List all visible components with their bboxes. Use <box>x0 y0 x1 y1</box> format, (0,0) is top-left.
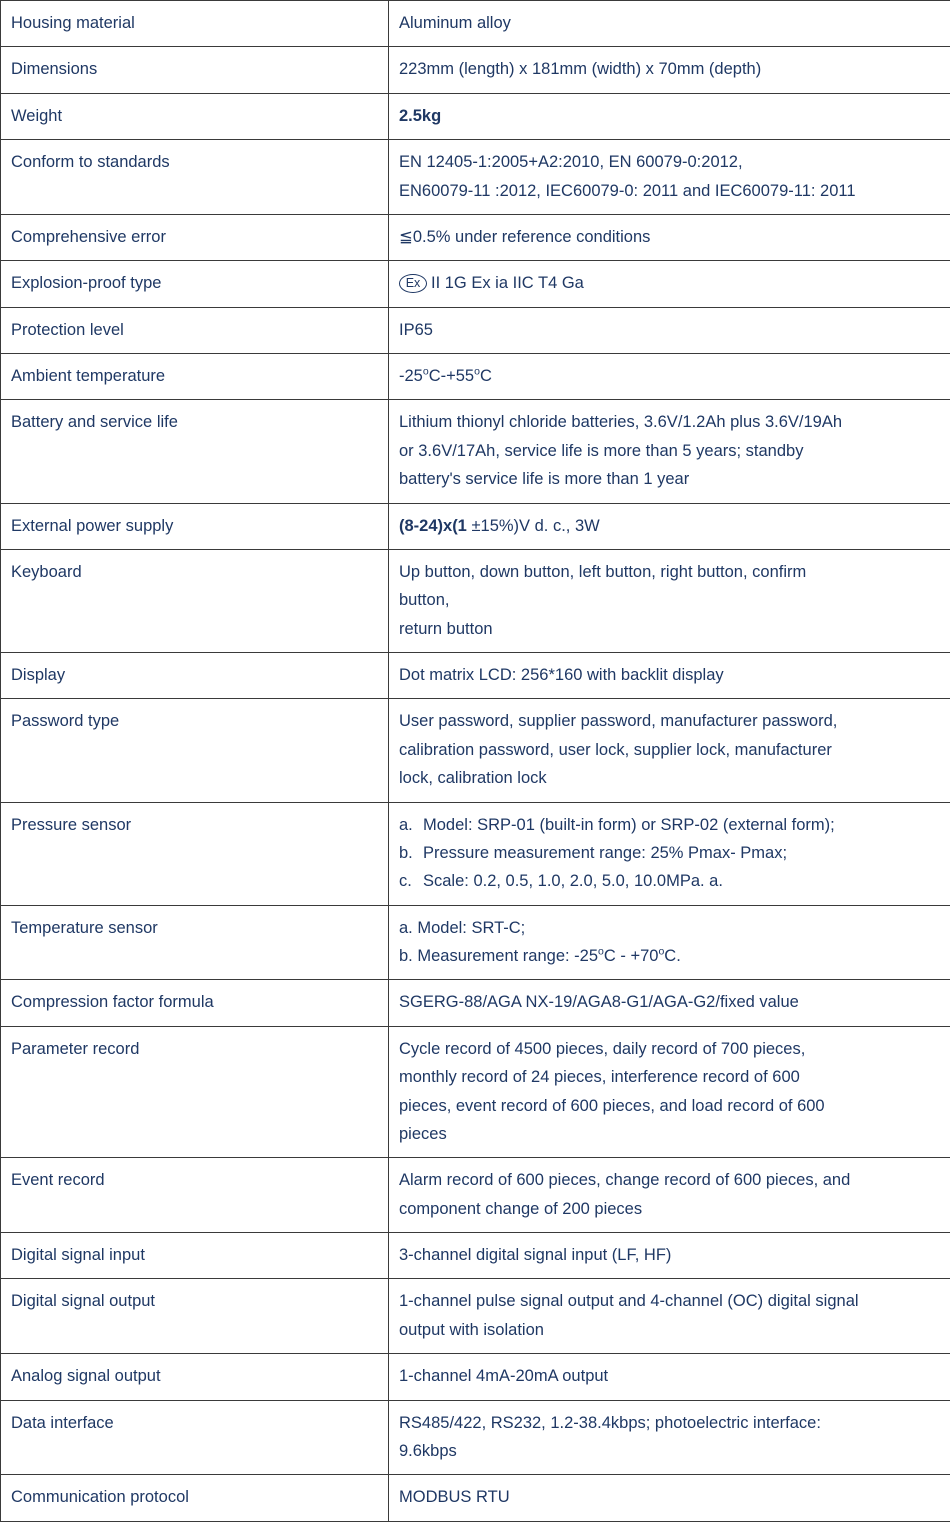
spec-value <box>389 1158 950 1233</box>
table-body <box>1 1 950 1522</box>
spec-value-line: pieces <box>399 1120 950 1148</box>
table-row <box>1 653 950 699</box>
spec-value-line: Cycle record of 4500 pieces, daily record of 700 pieces, <box>399 1035 950 1063</box>
spec-label: Event record <box>1 1158 389 1233</box>
list-marker: b. <box>399 839 423 867</box>
spec-value <box>389 1400 950 1475</box>
spec-value-line: a. Model: SRT-C; <box>399 914 950 942</box>
degree-mark: o <box>423 366 429 378</box>
spec-value-line: EN60079-11 :2012, IEC60079-0: 2011 and IEC60079-11: 2011 <box>399 177 950 205</box>
spec-label: Pressure sensor <box>1 802 389 905</box>
spec-value-line: 3-channel digital signal input (LF, HF) <box>399 1241 950 1269</box>
spec-value <box>389 1475 950 1521</box>
degree-mark: o <box>658 946 664 958</box>
spec-label: Explosion-proof type <box>1 261 389 307</box>
spec-value <box>389 214 950 260</box>
list-item <box>399 867 950 895</box>
spec-value-line: 1-channel 4mA-20mA output <box>399 1362 950 1390</box>
spec-label: Keyboard <box>1 549 389 652</box>
spec-value-line: (8-24)x(1 ±15%)V d. c., 3W <box>399 512 950 540</box>
spec-value-line: calibration password, user lock, supplier lock, manufacturer <box>399 736 950 764</box>
spec-label: Analog signal output <box>1 1354 389 1400</box>
spec-value <box>389 980 950 1026</box>
spec-value <box>389 93 950 139</box>
spec-value <box>389 1 950 47</box>
list-marker: a. <box>399 811 423 839</box>
spec-value-line: monthly record of 24 pieces, interference record of 600 <box>399 1063 950 1091</box>
spec-value-line: MODBUS RTU <box>399 1483 950 1511</box>
spec-value-line: 223mm (length) x 181mm (width) x 70mm (depth) <box>399 55 950 83</box>
spec-value-line: lock, calibration lock <box>399 764 950 792</box>
table-row <box>1 93 950 139</box>
table-row <box>1 1026 950 1158</box>
spec-value <box>389 699 950 802</box>
list-item <box>399 811 950 839</box>
table-row <box>1 1400 950 1475</box>
spec-value <box>389 905 950 980</box>
spec-value-line: User password, supplier password, manufacturer password, <box>399 707 950 735</box>
spec-label: Ambient temperature <box>1 354 389 400</box>
spec-value-line: 1-channel pulse signal output and 4-channel (OC) digital signal <box>399 1287 950 1315</box>
degree-mark: o <box>598 946 604 958</box>
spec-value <box>389 653 950 699</box>
spec-value-line: SGERG-88/AGA NX-19/AGA8-G1/AGA-G2/fixed value <box>399 988 950 1016</box>
spec-label: Comprehensive error <box>1 214 389 260</box>
table-row <box>1 549 950 652</box>
spec-label: Weight <box>1 93 389 139</box>
spec-value-line: or 3.6V/17Ah, service life is more than 5 years; standby <box>399 437 950 465</box>
table-row <box>1 1 950 47</box>
spec-value <box>389 354 950 400</box>
list-item <box>399 839 950 867</box>
spec-label: Battery and service life <box>1 400 389 503</box>
spec-label: Digital signal output <box>1 1279 389 1354</box>
spec-label: Compression factor formula <box>1 980 389 1026</box>
table-row <box>1 261 950 307</box>
spec-value-line: 2.5kg <box>399 102 950 130</box>
spec-value-line: 9.6kbps <box>399 1437 950 1465</box>
spec-label: Parameter record <box>1 1026 389 1158</box>
spec-label: Dimensions <box>1 47 389 93</box>
spec-value <box>389 802 950 905</box>
spec-label: Communication protocol <box>1 1475 389 1521</box>
spec-value <box>389 1233 950 1279</box>
spec-value-line: Dot matrix LCD: 256*160 with backlit display <box>399 661 950 689</box>
list-marker: c. <box>399 867 423 895</box>
spec-label: Temperature sensor <box>1 905 389 980</box>
spec-value-text: II 1G Ex ia IIC T4 Ga <box>431 274 584 292</box>
spec-value <box>389 503 950 549</box>
table-row <box>1 1158 950 1233</box>
table-row <box>1 140 950 215</box>
spec-value <box>389 549 950 652</box>
table-row <box>1 1233 950 1279</box>
degree-mark: o <box>474 366 480 378</box>
spec-value <box>389 1279 950 1354</box>
spec-value-line: $-25^oC-+55^oC$ <box>399 362 950 390</box>
spec-label: External power supply <box>1 503 389 549</box>
table-row <box>1 400 950 503</box>
table-row <box>1 307 950 353</box>
spec-value-emphasis: (8-24)x(1 <box>399 517 467 535</box>
table-row <box>1 1279 950 1354</box>
list-text: Pressure measurement range: 25% Pmax- Pmax; <box>423 839 950 867</box>
table-row <box>1 980 950 1026</box>
spec-label: Data interface <box>1 1400 389 1475</box>
spec-value-line: battery's service life is more than 1 year <box>399 465 950 493</box>
table-row <box>1 354 950 400</box>
table-row <box>1 1475 950 1521</box>
spec-value-line: ≦0.5% under reference conditions <box>399 223 950 251</box>
spec-value <box>389 140 950 215</box>
spec-value <box>389 400 950 503</box>
spec-value-line: Up button, down button, left button, right button, confirm <box>399 558 950 586</box>
table-row <box>1 905 950 980</box>
table-row <box>1 47 950 93</box>
spec-value-line: return button <box>399 615 950 643</box>
spec-value-line: pieces, event record of 600 pieces, and load record of 600 <box>399 1092 950 1120</box>
spec-value-line: button, <box>399 586 950 614</box>
spec-value-line: component change of 200 pieces <box>399 1195 950 1223</box>
spec-label: Housing material <box>1 1 389 47</box>
table-row <box>1 699 950 802</box>
ex-marking-icon: Ex <box>399 274 427 293</box>
spec-value-line: RS485/422, RS232, 1.2-38.4kbps; photoelectric interface: <box>399 1409 950 1437</box>
spec-label: Conform to standards <box>1 140 389 215</box>
table-row <box>1 802 950 905</box>
spec-value-line: Aluminum alloy <box>399 9 950 37</box>
spec-value-line: Lithium thionyl chloride batteries, 3.6V/1.2Ah plus 3.6V/19Ah <box>399 408 950 436</box>
spec-value-line <box>399 269 950 297</box>
spec-label: Digital signal input <box>1 1233 389 1279</box>
spec-value <box>389 261 950 307</box>
spec-value-line: IP65 <box>399 316 950 344</box>
table-row <box>1 503 950 549</box>
spec-value <box>389 47 950 93</box>
spec-value-line: Alarm record of 600 pieces, change record of 600 pieces, and <box>399 1166 950 1194</box>
spec-label: Password type <box>1 699 389 802</box>
list-text: Scale: 0.2, 0.5, 1.0, 2.0, 5.0, 10.0MPa. a. <box>423 867 950 895</box>
spec-label: Display <box>1 653 389 699</box>
spec-value-line: b. Measurement range: $-25^oC - +70^oC$. <box>399 942 950 970</box>
spec-value <box>389 1354 950 1400</box>
spec-value <box>389 1026 950 1158</box>
spec-label: Protection level <box>1 307 389 353</box>
table-row <box>1 214 950 260</box>
spec-value-line: output with isolation <box>399 1316 950 1344</box>
list-text: Model: SRP-01 (built-in form) or SRP-02 (external form); <box>423 811 950 839</box>
spec-value-line: EN 12405-1:2005+A2:2010, EN 60079-0:2012, <box>399 148 950 176</box>
spec-value <box>389 307 950 353</box>
table-row <box>1 1354 950 1400</box>
